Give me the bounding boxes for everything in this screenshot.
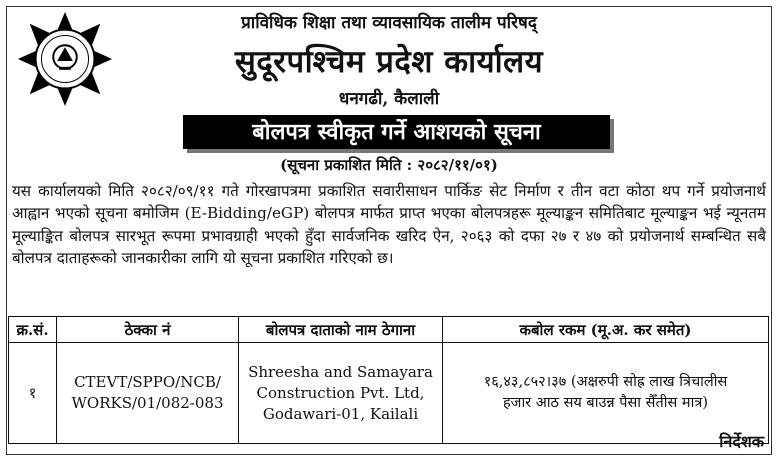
cell-amount xyxy=(443,343,769,444)
bidder-line-3: Godawari-01, Kailali xyxy=(262,404,419,423)
signature-director: निर्देशक xyxy=(719,432,764,451)
bidder-line-2: Construction Pvt. Ltd, xyxy=(256,383,425,402)
office-location: धनगढी, कैलाली xyxy=(338,89,440,109)
cell-bidder xyxy=(239,343,443,444)
award-table xyxy=(8,316,769,444)
cell-serial: १ xyxy=(9,343,57,444)
notice-body: यस कार्यालयको मिति २०८२/०९/११ गते गोरखापत्रमा प्रकाशित सवारीसाधन पार्किङ सेट निर्माण र तीन वटा कोठा थप गर्ने प्रयोजनार्थ आह्वान भएको सूचना बमोजिम (E-Bidding/eGP) बोलपत्र मार्फत प्राप्त भएका बोलपत्रहरू मूल्याङ्कन समितिबाट मूल्याङ्कन भई न्यूनतम मूल्याङ्कित बोलपत्र सारभूत रूपमा प्रभावग्राही भएको हुँदा सार्वजनिक खरिद ऐन, २०६३ को दफा २७ र ४७ को प्रयोजनार्थ सम्बन्धित सबै बोलपत्र दाताहरूको जानकारीका लागि यो सूचना प्रकाशित गरिएको छ। xyxy=(12,182,766,268)
bidder-line-1: Shreesha and Samayara xyxy=(248,362,433,381)
amount-line-1: १६,४३,८५२।३७ (अक्षरुपी सोह्र लाख त्रिचालीस xyxy=(483,374,728,390)
office-name: सुदूरपश्चिम प्रदेश कार्यालय xyxy=(234,44,544,80)
cell-contract-no xyxy=(57,343,239,444)
notice-title: बोलपत्र स्वीकृत गर्ने आशयको सूचना xyxy=(183,115,610,149)
table-row xyxy=(9,343,769,444)
contract-line-1: CTEVT/SPPO/NCB/ xyxy=(74,373,221,391)
parent-organization: प्राविधिक शिक्षा तथा व्यावसायिक तालीम परिषद् xyxy=(241,13,537,33)
amount-line-2: हजार आठ सय बाउन्न पैसा सैँतीस मात्र) xyxy=(502,395,708,411)
header-amount: कबोल रकम (मू.अ. कर समेत) xyxy=(443,317,769,343)
table-header-row xyxy=(9,317,769,343)
contract-line-2: WORKS/01/082-083 xyxy=(71,394,224,412)
header-bidder: बोलपत्र दाताको नाम ठेगाना xyxy=(239,317,443,343)
header-contract-no: ठेक्का नं xyxy=(57,317,239,343)
header-serial: क्र.सं. xyxy=(9,317,57,343)
published-date: (सूचना प्रकाशित मिति : २०८२/११/०१) xyxy=(280,156,498,174)
